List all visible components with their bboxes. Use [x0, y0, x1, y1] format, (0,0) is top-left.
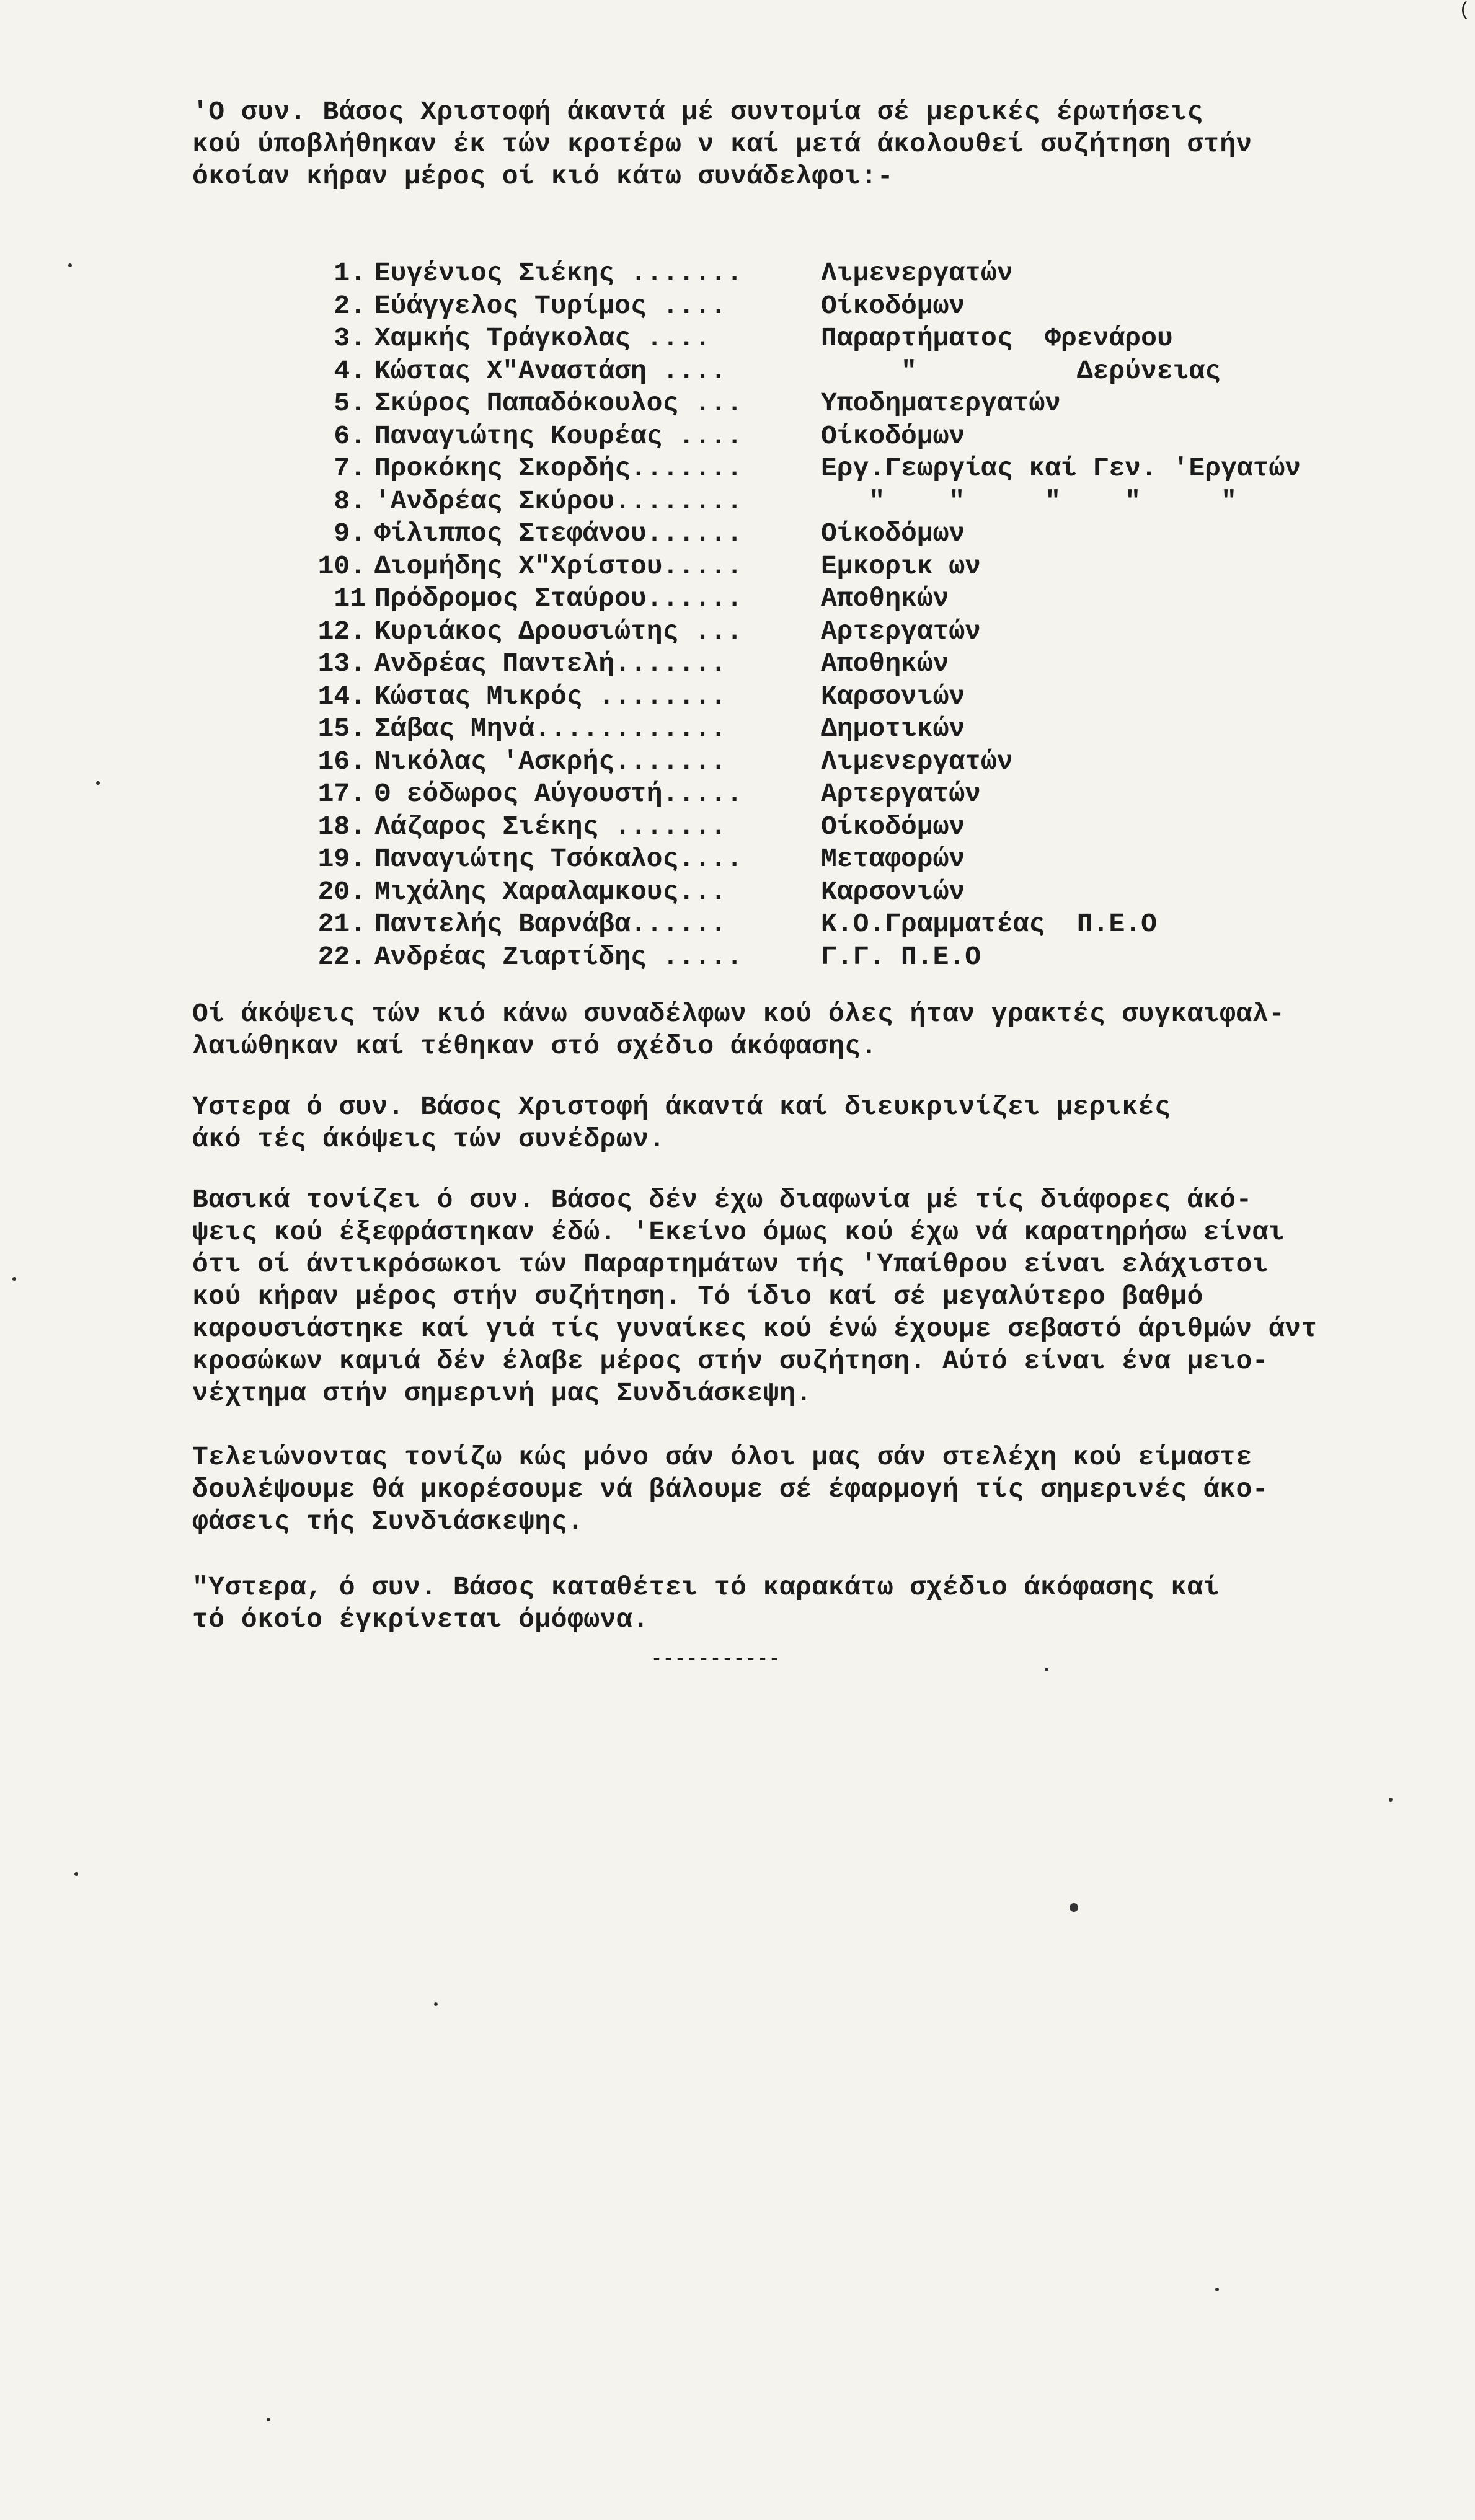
- participant-name: Παναγιώτης Κουρέας ....: [374, 420, 743, 451]
- participant-union: Υποδηματεργατών: [821, 388, 1061, 418]
- participant-name: Διομήδης Χ"Χρίστου.....: [374, 550, 743, 581]
- list-item: [298, 485, 1445, 518]
- participant-name: Κώστας Μικρός ........: [374, 681, 727, 712]
- participant-name: Κώστας Χ"Αναστάση ....: [374, 355, 727, 386]
- list-item: [298, 941, 1445, 974]
- paragraph-draft-decision: [192, 1572, 1438, 1636]
- list-item: [298, 746, 1445, 779]
- scan-speck: [1215, 2288, 1219, 2291]
- list-item: [298, 518, 1445, 550]
- participant-union: " Δερύνειας: [821, 355, 1221, 386]
- participant-number: 8.: [334, 485, 366, 516]
- scan-speck: [12, 1277, 16, 1281]
- participant-number: 13.: [317, 648, 366, 679]
- text-line: λαιώθηκαν καί τέθηκαν στό σχέδιο άκόφασης.: [192, 1031, 877, 1061]
- participant-name: Προκόκης Σκορδής.......: [374, 453, 743, 484]
- list-item: [298, 648, 1445, 681]
- participant-union: Λιμενεργατών: [821, 746, 1013, 777]
- participant-union: Οίκοδόμων: [821, 290, 965, 321]
- participant-union: Οίκοδόμων: [821, 811, 965, 842]
- participant-name: Παναγιώτης Τσόκαλος....: [374, 844, 743, 874]
- text-line: κροσώκων καμιά δέν έλαβε μέρος στήν συζήτηση. Αύτό είναι ένα μειο-: [192, 1346, 1269, 1376]
- participant-name: Παντελής Βαρνάβα......: [374, 909, 727, 939]
- participant-name: Σάβας Μηνά............: [374, 714, 727, 744]
- participant-name: Ανδρέας Ζιαρτίδης .....: [374, 941, 743, 972]
- participant-name: Ευγένιος Σιέκης .......: [374, 258, 743, 288]
- participant-name: Εύάγγελος Τυρίμος ....: [374, 290, 727, 321]
- participant-number: 15.: [317, 714, 366, 744]
- text-line: κού ύποβλήθηκαν έκ τών κροτέρω ν καί μετά άκολουθεί συζήτηση στήν: [192, 129, 1252, 159]
- participant-number: 7.: [334, 453, 366, 484]
- paragraph-main-remarks: [192, 1184, 1438, 1410]
- participant-number: 5.: [334, 388, 366, 418]
- participant-name: Φίλιππος Στεφάνου......: [374, 518, 743, 549]
- scan-speck: [1070, 1903, 1078, 1912]
- text-line: Οί άκόψεις τών κιό κάνω συναδέλφων κού όλες ήταν γρακτές συγκαιφαλ-: [192, 999, 1285, 1029]
- participant-number: 20.: [317, 876, 366, 907]
- text-line: Τελειώνοντας τονίζω κώς μόνο σάν όλοι μας σάν στελέχη κού είμαστε: [192, 1442, 1252, 1472]
- participant-union: Μεταφορών: [821, 844, 965, 874]
- list-item: [298, 257, 1445, 290]
- scan-speck: [1389, 1798, 1393, 1802]
- text-line: Υστερα ό συν. Βάσος Χριστοφή άκαντά καί διευκρινίζει μερικές: [192, 1092, 1171, 1122]
- participant-union: Καρσονιών: [821, 681, 965, 712]
- participant-number: 6.: [334, 420, 366, 451]
- participant-union: Αποθηκών: [821, 583, 949, 614]
- list-item: [298, 290, 1445, 323]
- participant-union: Παραρτήματος Φρενάρου: [821, 323, 1173, 353]
- participant-union: Οίκοδόμων: [821, 420, 965, 451]
- participant-number: 22.: [317, 941, 366, 972]
- text-line: 'Ο συν. Βάσος Χριστοφή άκαντά μέ συντομία σέ μερικές έρωτήσεις: [192, 97, 1203, 127]
- paragraph-conclusion: [192, 1441, 1438, 1538]
- participant-union: Γ.Γ. Π.Ε.Ο: [821, 941, 981, 972]
- participant-number: 16.: [317, 746, 366, 777]
- participant-number: 1.: [334, 258, 366, 288]
- participant-number: 9.: [334, 518, 366, 549]
- participant-name: Λάζαρος Σιέκης .......: [374, 811, 727, 842]
- text-line: φάσεις τής Συνδιάσκεψης.: [192, 1506, 584, 1537]
- page-corner-mark: (: [1458, 0, 1470, 21]
- list-item: [298, 811, 1445, 844]
- participant-union: Εργ.Γεωργίας καί Γεν. 'Εργατών: [821, 453, 1301, 484]
- participant-name: Ανδρέας Παντελή.......: [374, 648, 727, 679]
- list-item: [298, 908, 1445, 941]
- scan-speck: [68, 263, 72, 267]
- participant-union: Λιμενεργατών: [821, 258, 1013, 288]
- list-item: [298, 322, 1445, 355]
- participant-number: 10.: [317, 550, 366, 581]
- participant-name: Πρόδρομος Σταύρου......: [374, 583, 743, 614]
- scan-speck: [1045, 1668, 1048, 1671]
- participant-number: 19.: [317, 844, 366, 874]
- participant-number: 21.: [317, 909, 366, 939]
- participant-number: 17.: [317, 779, 366, 809]
- participant-number: 2.: [334, 290, 366, 321]
- participant-union: " " " " ": [821, 485, 1237, 516]
- section-divider: -----------: [651, 1649, 781, 1670]
- paragraph-views-summarized: [192, 998, 1438, 1063]
- participant-name: Χαμκής Τράγκολας ....: [374, 323, 711, 353]
- participant-number: 3.: [334, 323, 366, 353]
- participant-union: Κ.Ο.Γραμματέας Π.Ε.Ο: [821, 909, 1157, 939]
- text-line: άκό τές άκόψεις τών συνέδρων.: [192, 1124, 665, 1154]
- participant-number: 12.: [317, 616, 366, 647]
- text-line: ψεις κού έξεφράστηκαν έδώ. 'Εκείνο όμως κού έχω νά καρατηρήσω είναι: [192, 1217, 1285, 1247]
- participant-union: Δημοτικών: [821, 714, 965, 744]
- scan-speck: [434, 2002, 438, 2006]
- list-item: [298, 778, 1445, 811]
- participant-union: Αρτεργατών: [821, 779, 981, 809]
- text-line: Βασικά τονίζει ό συν. Βάσος δέν έχω διαφωνία μέ τίς διάφορες άκό-: [192, 1185, 1252, 1215]
- participant-number: 18.: [317, 811, 366, 842]
- list-item: [298, 681, 1445, 714]
- participant-name: Θ εόδωρος Αύγουστή.....: [374, 779, 743, 809]
- list-item: [298, 876, 1445, 909]
- participant-union: Καρσονιών: [821, 876, 965, 907]
- list-item: [298, 616, 1445, 648]
- text-line: τό όκοίο έγκρίνεται όμόφωνα.: [192, 1604, 649, 1635]
- list-item: [298, 355, 1445, 388]
- list-item: [298, 420, 1445, 453]
- participant-number: 4.: [334, 355, 366, 386]
- scan-speck: [74, 1872, 78, 1876]
- text-line: νέχτημα στήν σημερινή μας Συνδιάσκεψη.: [192, 1378, 812, 1408]
- participant-name: Νικόλας 'Ασκρής.......: [374, 746, 727, 777]
- list-item: [298, 387, 1445, 420]
- list-item: [298, 843, 1445, 876]
- participant-name: Μιχάλης Χαραλαμκους...: [374, 876, 727, 907]
- intro-paragraph: [192, 96, 1438, 193]
- text-line: κού κήραν μέρος στήν συζήτηση. Τό ίδιο καί σέ μεγαλύτερο βαθμό: [192, 1281, 1203, 1312]
- list-item: [298, 583, 1445, 616]
- participant-number: 14.: [317, 681, 366, 712]
- participant-number: 11: [334, 583, 366, 614]
- text-line: ότι οί άντικρόσωκοι τών Παραρτημάτων τής 'Υπαίθρου είναι ελάχιστοι: [192, 1249, 1269, 1280]
- text-line: όκοίαν κήραν μέρος οί κιό κάτω συνάδελφοι:-: [192, 161, 894, 192]
- participant-name: Σκύρος Παπαδόκουλος ...: [374, 388, 743, 418]
- participant-union: Εμκορικ ων: [821, 550, 981, 581]
- text-line: καρουσιάστηκε καί γιά τίς γυναίκες κού ένώ έχουμε σεβαστό άριθμών άντ: [192, 1314, 1318, 1344]
- participant-union: Αποθηκών: [821, 648, 949, 679]
- participant-union: Οίκοδόμων: [821, 518, 965, 549]
- participant-union: Αρτεργατών: [821, 616, 981, 647]
- text-line: "Υστερα, ό συν. Βάσος καταθέτει τό καρακάτω σχέδιο άκόφασης καί: [192, 1572, 1220, 1603]
- list-item: [298, 550, 1445, 583]
- participants-list: [298, 257, 1445, 973]
- participant-name: Κυριάκος Δρουσιώτης ...: [374, 616, 743, 647]
- participant-name: 'Ανδρέας Σκύρου........: [374, 485, 743, 516]
- scan-speck: [96, 781, 100, 785]
- text-line: δουλέψουμε θά μκορέσουμε νά βάλουμε σέ έφαρμογή τίς σημερινές άκο-: [192, 1474, 1269, 1505]
- paragraph-clarifications: [192, 1091, 1438, 1156]
- list-item: [298, 453, 1445, 485]
- scan-speck: [267, 2418, 270, 2421]
- list-item: [298, 713, 1445, 746]
